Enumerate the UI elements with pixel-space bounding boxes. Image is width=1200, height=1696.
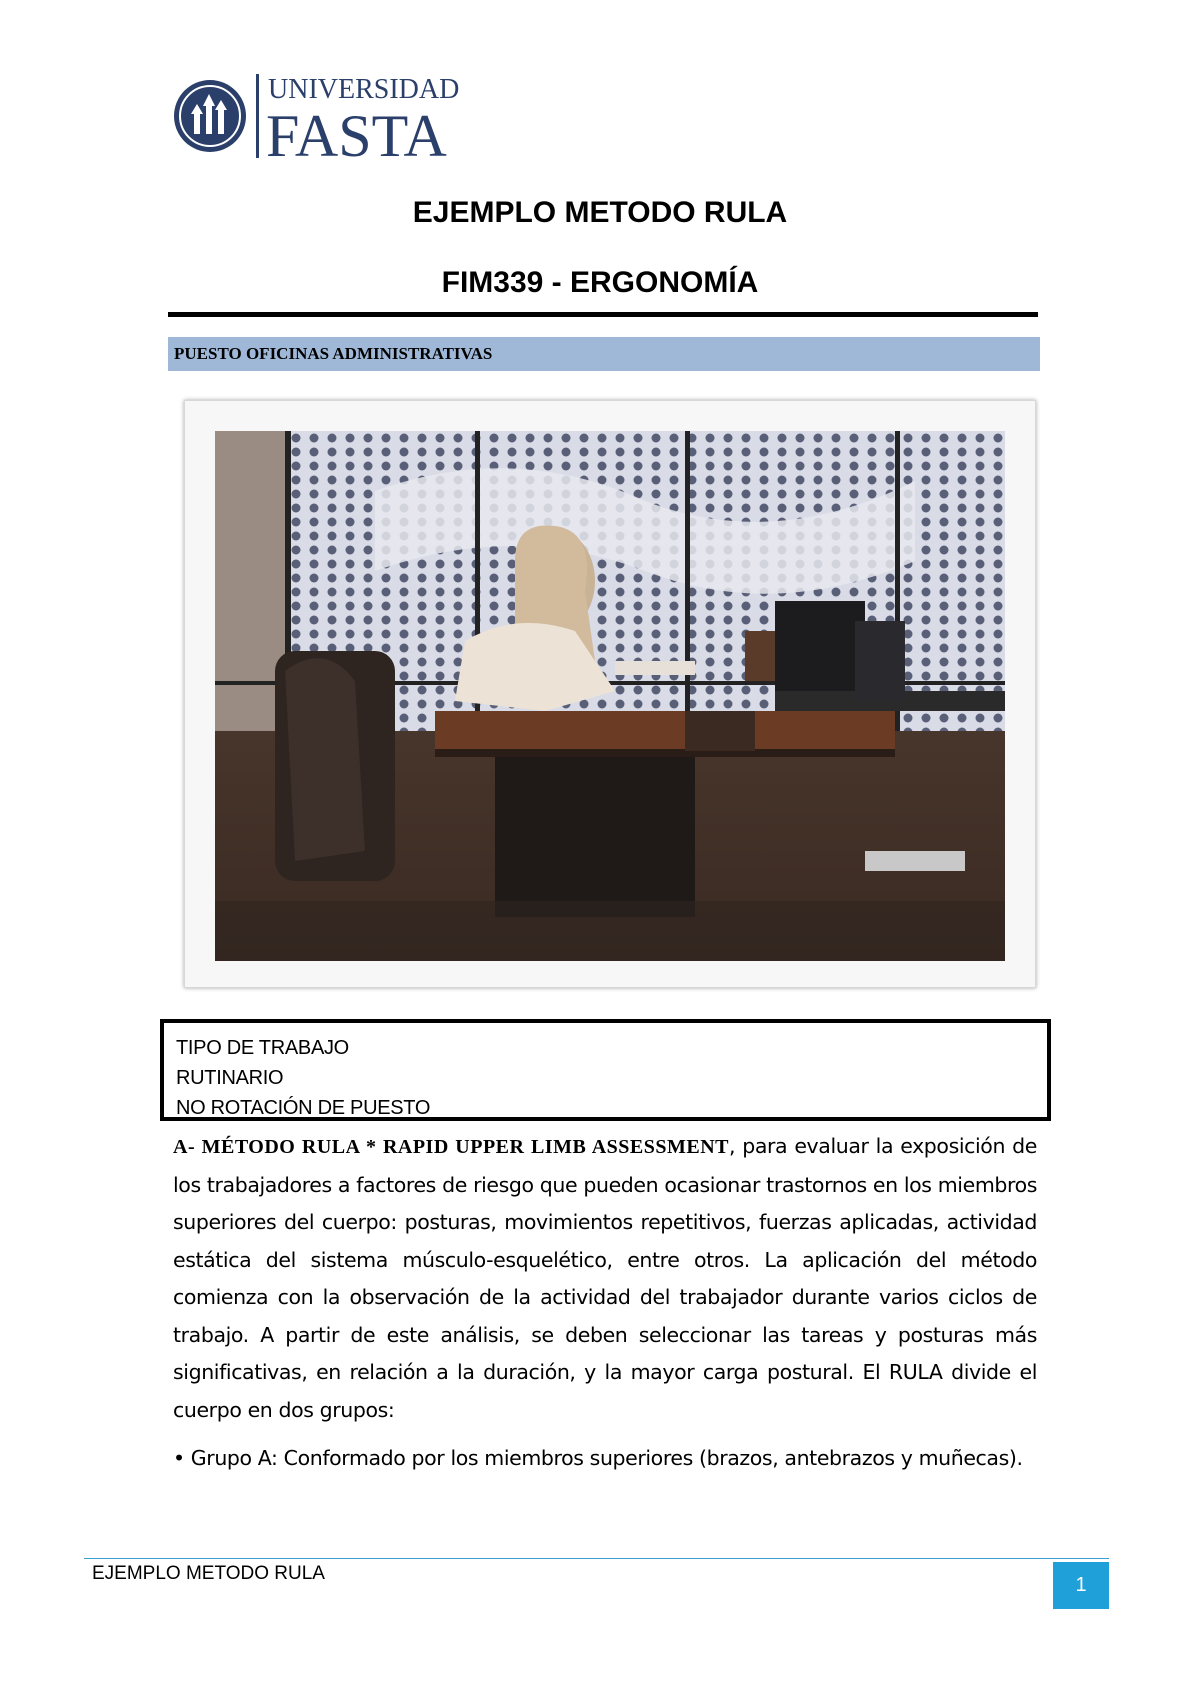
university-logo [172,68,472,164]
svg-text:UNIVERSIDAD: UNIVERSIDAD [268,74,460,105]
footer-divider [84,1558,1109,1559]
group-a-bullet: • Grupo A: Conformado por los miembros superiores (brazos, antebrazos y muñecas). [173,1446,1023,1470]
rula-description [173,1128,1037,1429]
rula-paragraph: , para evaluar la exposición de los trabajadores a factores de riesgo que pueden ocasionar trastornos en los miembros superiores del cuerpo: posturas, movimientos repetitivos, fuerzas aplicadas, actividad estática del sistema músculo-esquelético, entre otros. La aplicación del método comienza con la observación de la actividad del trabajador durante varios ciclos de trabajo. A partir de este análisis, se deben seleccionar las tareas y posturas más significativas, en relación a la duración, y la mayor carga postural. El RULA divide el cuerpo en dos grupos: [173,1134,1037,1422]
rula-lead: A- MÉTODO RULA * RAPID UPPER LIMB ASSESSMENT [173,1136,729,1158]
document-title: EJEMPLO METODO RULA [412,196,788,229]
section-heading: PUESTO OFICINAS ADMINISTRATIVAS [168,337,1040,371]
work-type-label: TIPO DE TRABAJO [176,1037,349,1059]
workstation-photo [215,431,1005,961]
fasta-emblem-icon [172,68,472,164]
work-type-rotation: NO ROTACIÓN DE PUESTO [176,1097,431,1119]
svg-text:FASTA: FASTA [266,103,447,164]
work-type-box [160,1019,1051,1121]
page-number: 1 [1053,1562,1109,1609]
course-title: FIM339 - ERGONOMÍA [441,266,759,299]
footer-title: EJEMPLO METODO RULA [92,1563,325,1584]
work-type-routine: RUTINARIO [176,1067,284,1089]
title-divider [168,312,1038,317]
workstation-photo-frame [184,400,1036,988]
